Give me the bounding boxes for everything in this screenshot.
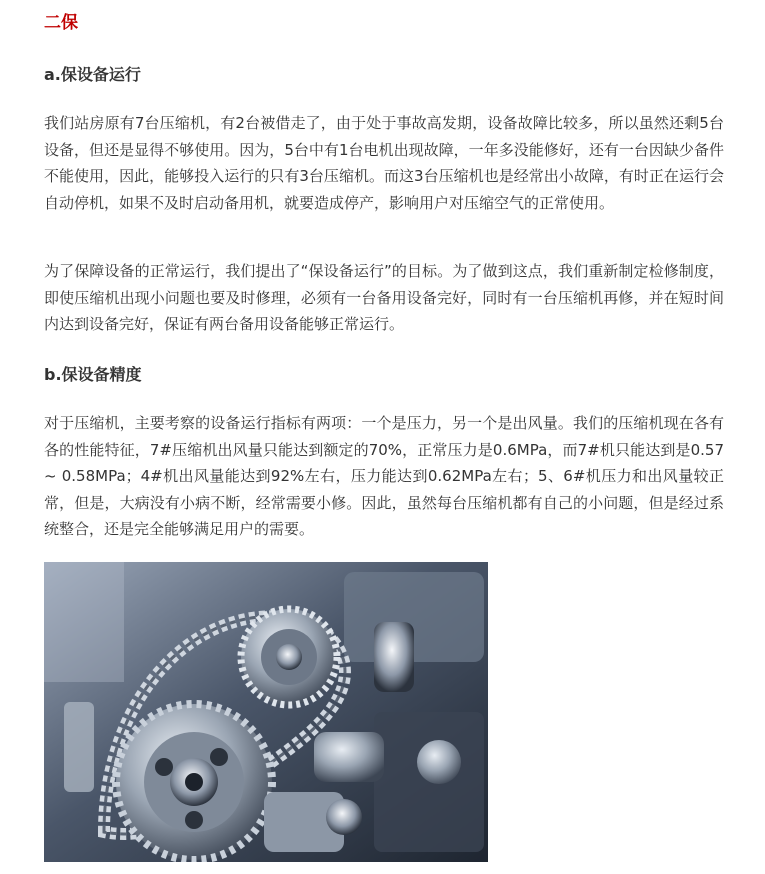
paragraph-b1: 对于压缩机，主要考察的设备运行指标有两项：一个是压力，另一个是出风量。我们的压缩机现在各有各的性能特征，7#压缩机出风量只能达到额定的70%，正常压力是0.6MPa，而7#机只能达到是0.57 ~ 0.58MPa；4#机出风量能达到92%左右，压力能达到0.62MPa左右；5、6#机压力和出风量较正常，但是，大病没有小病不断，经常需要小修。因此，虽然每台压缩机都有自己的小问题，但是经过系统整合，还是完全能够满足用户的需要。 [44, 414, 724, 538]
paragraph-a1: 我们站房原有7台压缩机，有2台被借走了，由于处于事故高发期，设备故障比较多，所以虽然还剩5台设备，但还是显得不够使用。因为，5台中有1台电机出现故障，一年多没能修好，还有一台因缺少备件不能使用，因此，能够投入运行的只有3台压缩机。而这3台压缩机也是经常出小故障，有时正在运行会自动停机，如果不及时启动备用机，就要造成停产，影响用户对压缩空气的正常使用。 [44, 114, 724, 212]
engine-gear-photo [44, 562, 488, 862]
section-title: 二保 [44, 13, 78, 33]
engine-gear-icon [44, 562, 488, 862]
paragraph-a2: 为了保障设备的正常运行，我们提出了“保设备运行”的目标。为了做到这点，我们重新制定检修制度，即使压缩机出现小问题也要及时修理，必须有一台备用设备完好，同时有一台压缩机再修，并在短时间内达到设备完好，保证有两台备用设备能够正常运行。 [44, 262, 724, 333]
subheading-a: a.保设备运行 [44, 65, 141, 84]
subheading-b: b.保设备精度 [44, 365, 142, 384]
